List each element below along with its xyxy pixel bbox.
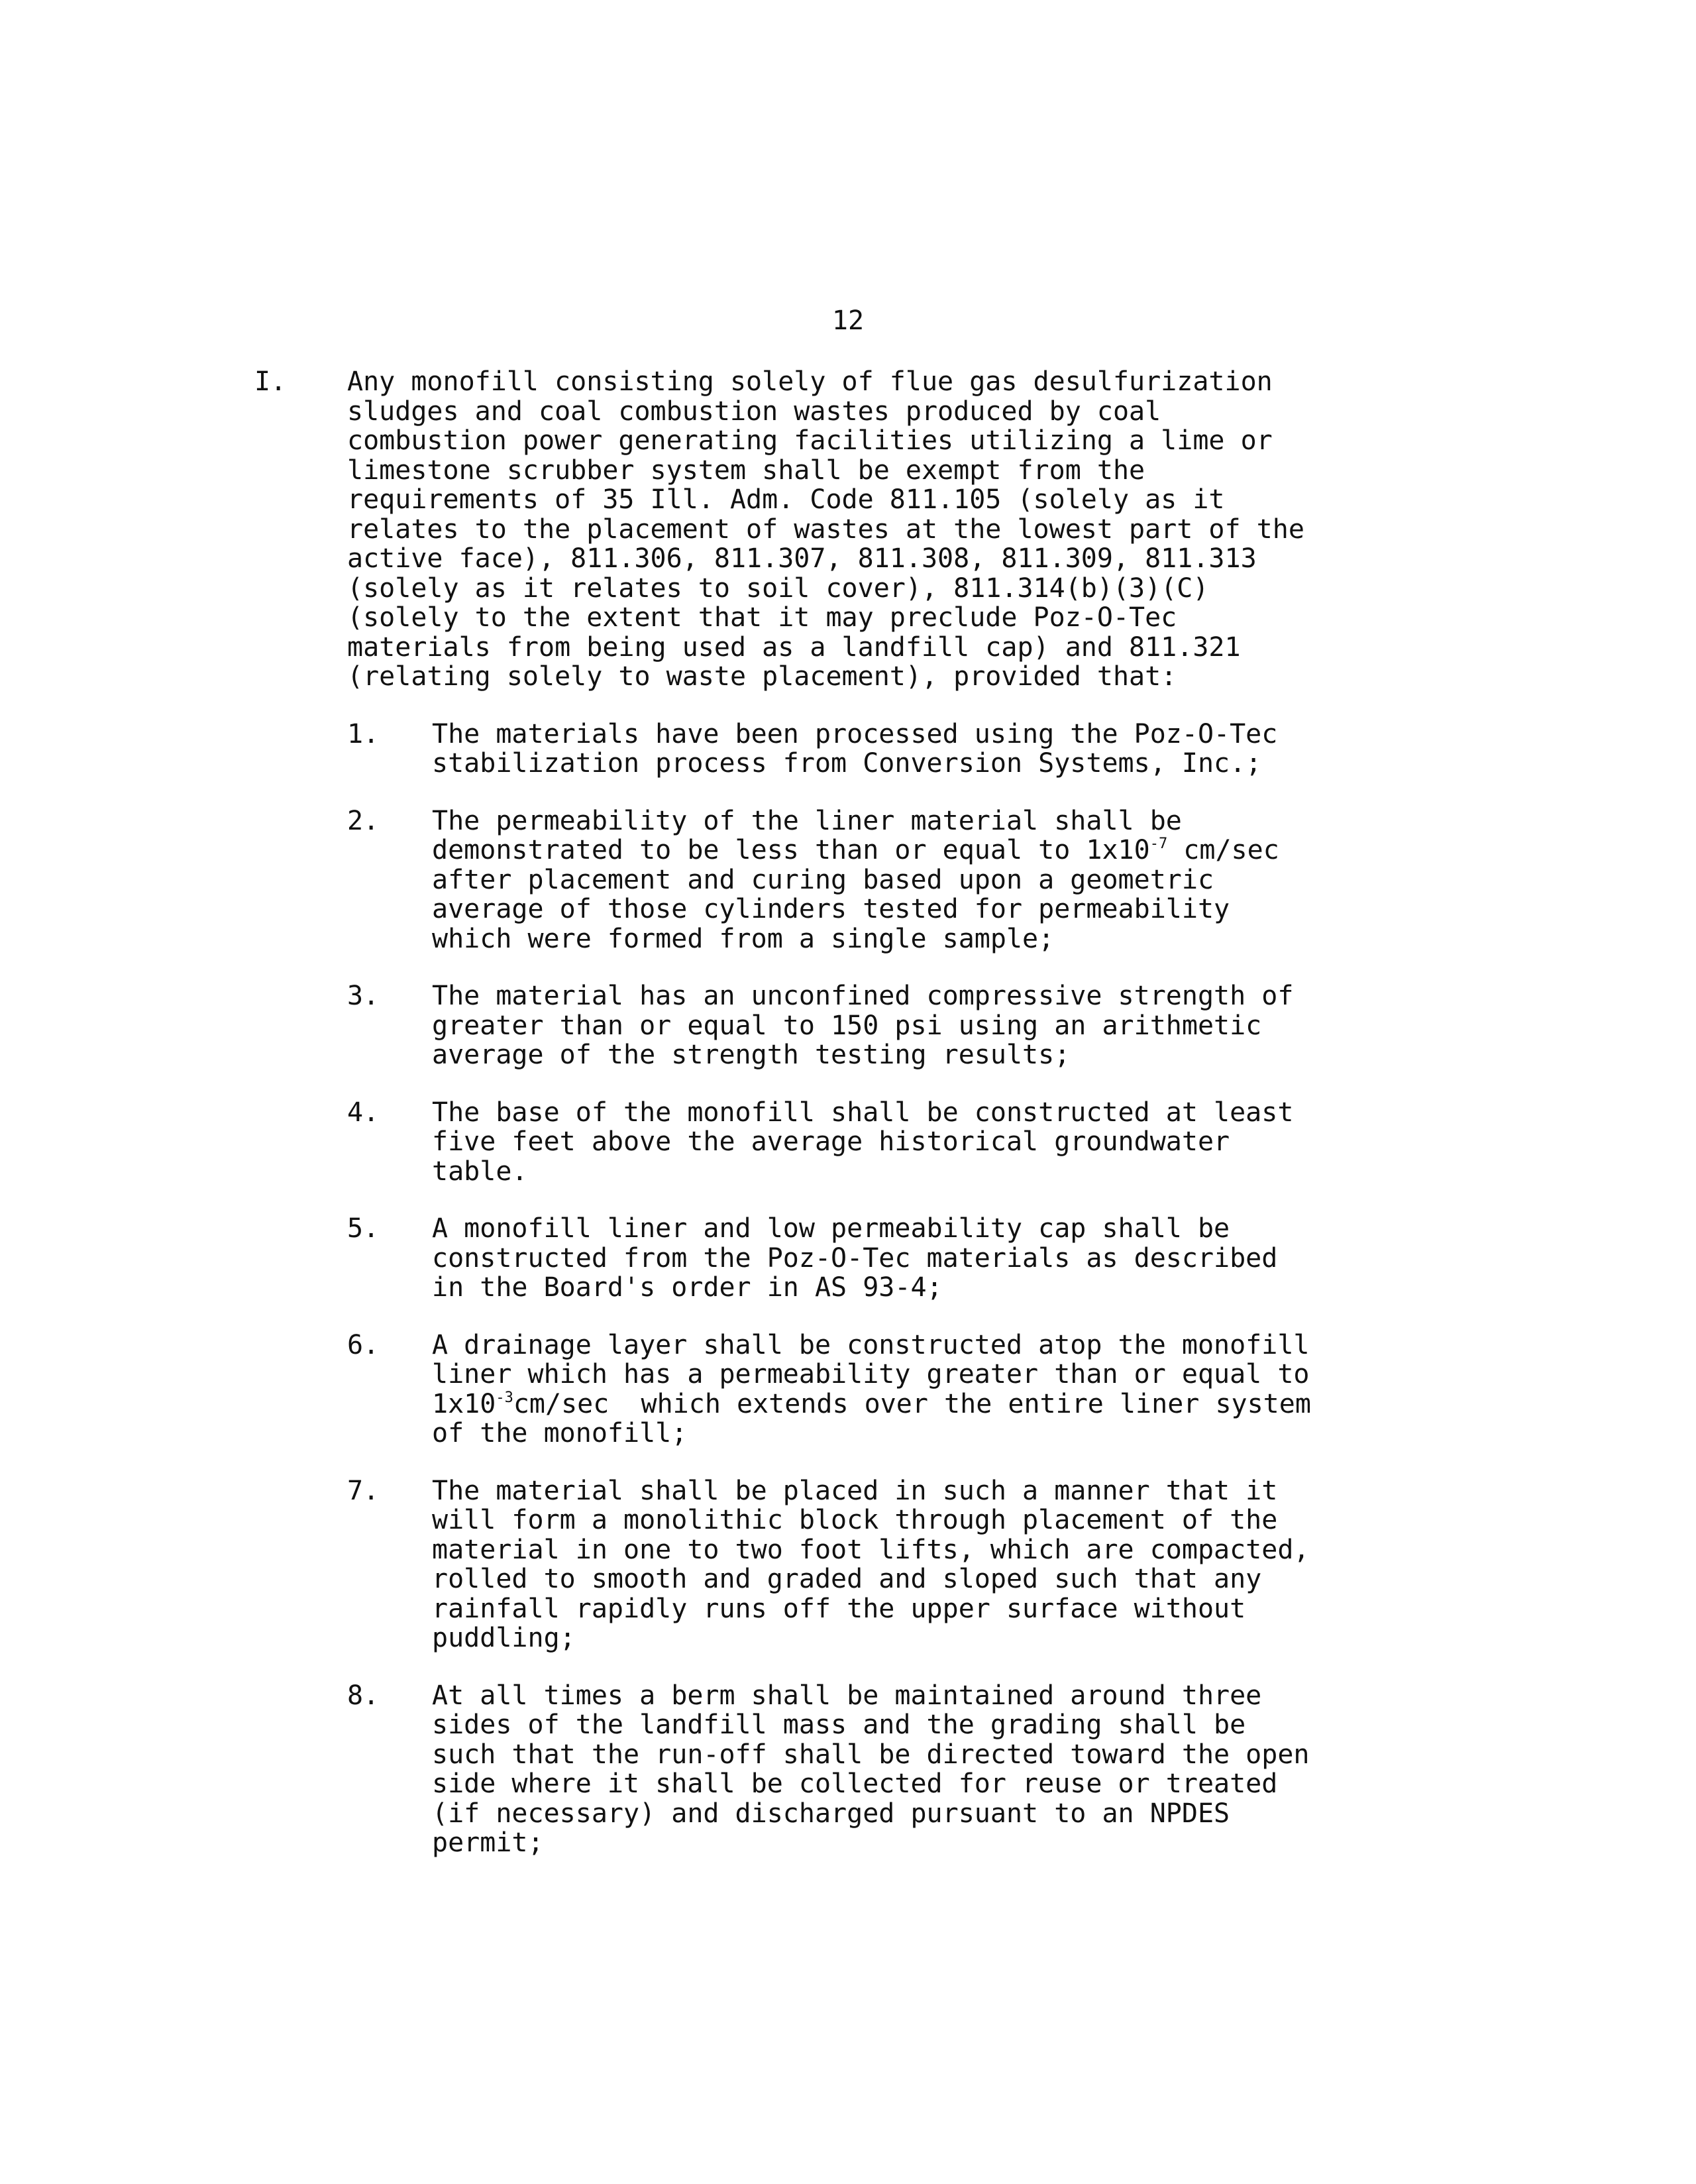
item-number: 7. — [347, 1475, 380, 1506]
item-line: The material shall be placed in such a manner that it — [432, 1475, 1278, 1506]
item-text — [432, 1476, 1500, 1653]
item-line: five feet above the average historical groundwater — [432, 1126, 1230, 1157]
item-line: At all times a berm shall be maintained around three — [432, 1680, 1262, 1711]
item-line: will form a monolithic block through placement of the — [432, 1505, 1278, 1535]
item-line-part: cm/sec — [1167, 835, 1279, 865]
intro-line: sludges and coal combustion wastes produced by coal — [347, 396, 1161, 427]
item-line — [432, 1390, 1500, 1419]
item-line: such that the run-off shall be directed toward the open — [432, 1739, 1310, 1770]
item-line — [432, 836, 1500, 865]
intro-line: requirements of 35 Ill. Adm. Code 811.105 (solely as it — [347, 484, 1225, 515]
item-line: in the Board's order in AS 93-4; — [432, 1272, 943, 1303]
item-line-part: 1x10 — [432, 1388, 496, 1419]
item-line: table. — [432, 1156, 528, 1187]
intro-line: Any monofill consisting solely of flue gas desulfurization — [347, 366, 1273, 397]
item-text — [432, 1098, 1500, 1187]
item-line: stabilization process from Conversion Systems, Inc.; — [432, 748, 1262, 779]
item-line: constructed from the Poz-O-Tec materials as described — [432, 1242, 1278, 1274]
item-text — [432, 720, 1500, 779]
item-line: A drainage layer shall be constructed atop the monofill — [432, 1329, 1310, 1360]
exponent: -7 — [1149, 836, 1168, 852]
item-text — [432, 806, 1500, 954]
exponent: -3 — [496, 1389, 513, 1406]
intro-line: materials from being used as a landfill cap) and 811.321 — [347, 631, 1241, 663]
item-line: average of those cylinders tested for permeability — [432, 894, 1230, 924]
item-line: of the monofill; — [432, 1418, 688, 1448]
item-line: rolled to smooth and graded and sloped such that any — [432, 1564, 1262, 1594]
condition-item-5 — [347, 1214, 1500, 1303]
item-number: 3. — [347, 981, 380, 1011]
item-text — [432, 981, 1500, 1070]
intro-line: (solely to the extent that it may preclude Poz-O-Tec — [347, 602, 1177, 633]
item-line: sides of the landfill mass and the grading shall be — [432, 1710, 1246, 1740]
item-line: The base of the monofill shall be constructed at least — [432, 1097, 1294, 1128]
item-text — [432, 1681, 1500, 1858]
item-number: 1. — [347, 718, 380, 749]
item-line: The material has an unconfined compressive strength of — [432, 981, 1294, 1011]
intro-line: active face), 811.306, 811.307, 811.308, 811.309, 811.313 — [347, 543, 1257, 574]
condition-item-7 — [347, 1476, 1500, 1653]
item-line: average of the strength testing results; — [432, 1040, 1071, 1070]
intro-line: combustion power generating facilities utilizing a lime or — [347, 425, 1273, 456]
section-marker: I. — [254, 366, 287, 397]
item-line: after placement and curing based upon a geometric — [432, 864, 1214, 895]
condition-item-3 — [347, 981, 1500, 1070]
intro-line: limestone scrubber system shall be exempt from the — [347, 455, 1145, 486]
item-line: greater than or equal to 150 psi using an arithmetic — [432, 1010, 1262, 1041]
page-number: 12 — [831, 305, 865, 336]
item-line: permit; — [432, 1828, 544, 1858]
intro-line: (solely as it relates to soil cover), 811.314(b)(3)(C) — [347, 573, 1209, 604]
item-line: side where it shall be collected for reuse or treated — [432, 1769, 1278, 1799]
section-body — [347, 367, 1500, 1886]
item-text — [432, 1331, 1500, 1448]
item-number: 8. — [347, 1680, 380, 1711]
item-line: puddling; — [432, 1623, 576, 1653]
item-line: material in one to two foot lifts, which are compacted, — [432, 1534, 1310, 1565]
condition-item-4 — [347, 1098, 1500, 1187]
item-line-part: demonstrated to be less than or equal to 1x10 — [432, 835, 1150, 865]
item-line-part: cm/sec which extends over the entire liner system — [513, 1388, 1311, 1419]
condition-item-2 — [347, 806, 1500, 954]
condition-item-6 — [347, 1331, 1500, 1448]
item-number: 4. — [347, 1097, 380, 1128]
item-number: 6. — [347, 1329, 380, 1360]
condition-item-8 — [347, 1681, 1500, 1858]
item-number: 2. — [347, 805, 380, 836]
item-line: The permeability of the liner material shall be — [432, 805, 1182, 836]
intro-line: relates to the placement of wastes at the lowest part of the — [347, 514, 1304, 545]
intro-line: (relating solely to waste placement), provided that: — [347, 661, 1177, 692]
item-number: 5. — [347, 1213, 380, 1244]
item-line: A monofill liner and low permeability cap shall be — [432, 1213, 1230, 1244]
item-line: liner which has a permeability greater than or equal to — [432, 1359, 1310, 1390]
condition-item-1 — [347, 720, 1500, 779]
condition-list — [347, 720, 1500, 1858]
item-line: rainfall rapidly runs off the upper surface without — [432, 1593, 1246, 1624]
item-text — [432, 1214, 1500, 1303]
section-intro — [347, 367, 1500, 692]
item-line: The materials have been processed using the Poz-O-Tec — [432, 718, 1278, 749]
item-line: which were formed from a single sample; — [432, 923, 1055, 954]
item-line: (if necessary) and discharged pursuant to an NPDES — [432, 1798, 1230, 1829]
